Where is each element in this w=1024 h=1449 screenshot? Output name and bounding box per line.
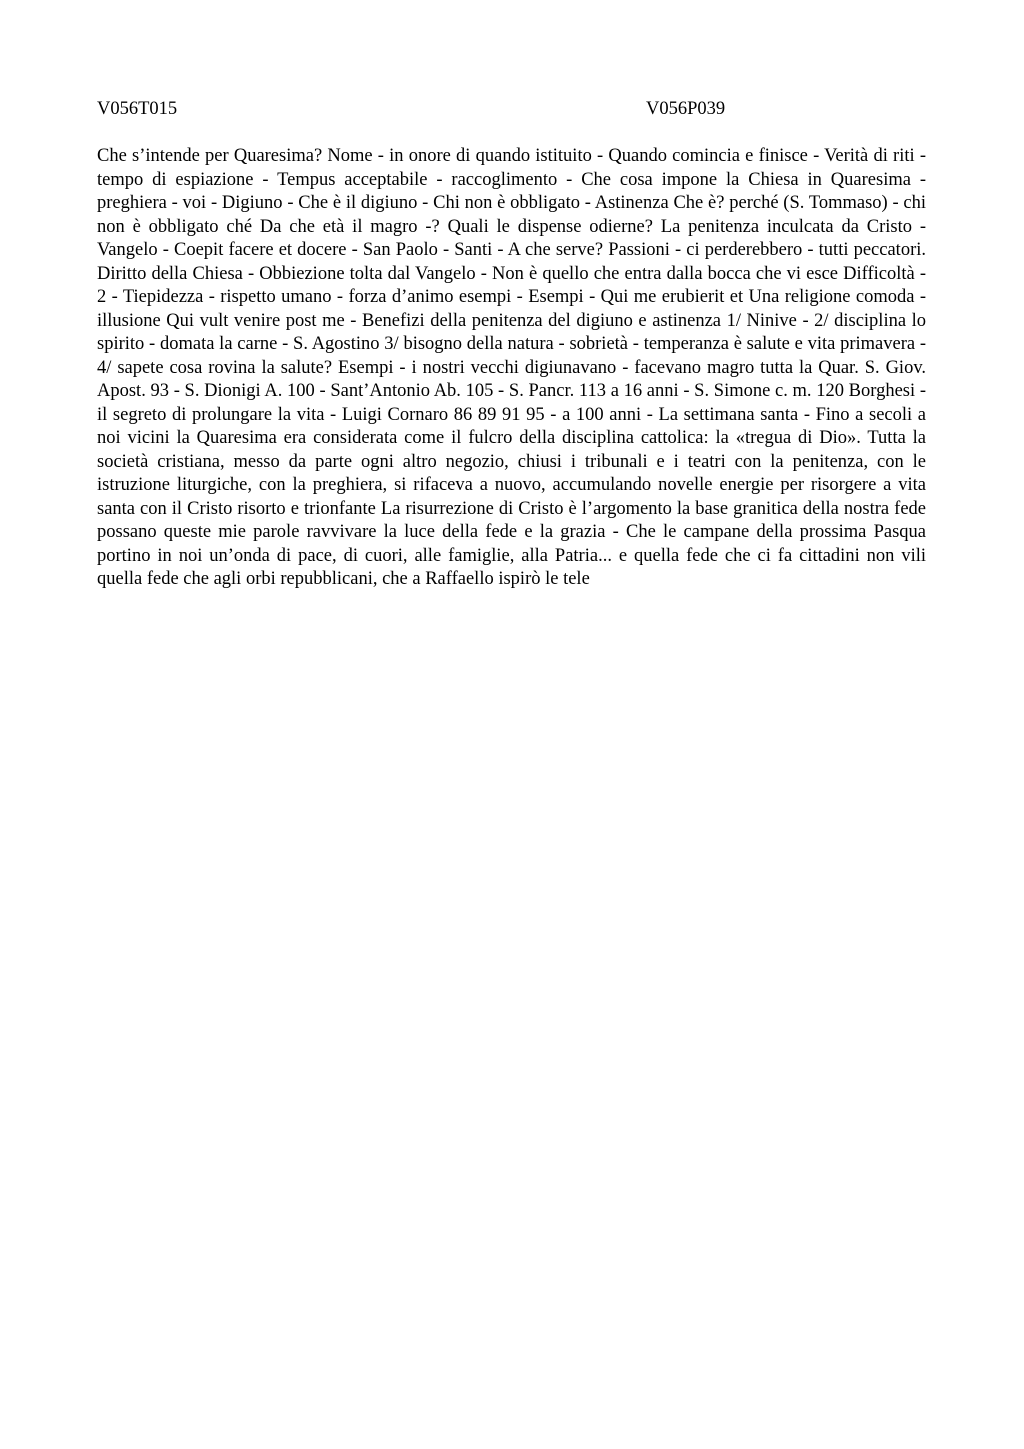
page-header <box>97 97 926 121</box>
document-code-left: V056T015 <box>97 99 178 119</box>
body-paragraph: Che s’intende per Quaresima? Nome - in onore di quando istituito - Quando comincia e finisce - Verità di riti - tempo di espiazione - Tempus acceptabile - raccoglimento - Che cosa impone la Chiesa in Quaresima - preghiera - voi - Digiuno - Che è il digiuno - Chi non è obbligato - Astinenza Che è? perché (S. Tommaso) - chi non è obbligato ché Da che età il magro -? Quali le dispense odierne? La penitenza inculcata da Cristo - Vangelo - Coepit facere et docere - San Paolo - Santi - A che serve? Passioni - ci perderebbero - tutti peccatori. Diritto della Chiesa - Obbiezione tolta dal Vangelo - Non è quello che entra dalla bocca che vi esce Difficoltà - 2 - Tiepidezza - rispetto umano - forza d’animo esempi - Esempi - Qui me erubierit et Una religione comoda - illusione Qui vult venire post me - Benefizi della penitenza del digiuno e astinenza 1/ Ninive - 2/ disciplina lo spirito - domata la carne - S. Agostino 3/ bisogno della natura - sobrietà - temperanza è salute e vita primavera - 4/ sapete cosa rovina la salute? Esempi - i nostri vecchi digiunavano - facevano magro tutta la Quar. S. Giov. Apost. 93 - S. Dionigi A. 100 - Sant’Antonio Ab. 105 - S. Pancr. 113 a 16 anni - S. Simone c. m. 120 Borghesi - il segreto di prolungare la vita - Luigi Cornaro 86 89 91 95 - a 100 anni - La settimana santa - Fino a secoli a noi vicini la Quaresima era considerata come il fulcro della disciplina cattolica: la «tregua di Dio». Tutta la società cristiana, messo da parte ogni altro negozio, chiusi i tribunali e i teatri con la penitenza, con le istruzione liturgiche, con la preghiera, si rifaceva a nuovo, accumulando novelle energie per risorgere a vita santa con il Cristo risorto e trionfante La risurrezione di Cristo è l’argomento la base granitica della nostra fede possano queste mie parole ravvivare la luce della fede e la grazia - Che le campane della prossima Pasqua portino in noi un’onda di pace, di cuori, alle famiglie, alla Patria... e quella fede che ci fa cittadini non vili quella fede che agli orbi repubblicani, che a Raffaello ispirò le tele <box>97 146 926 589</box>
document-code-right: V056P039 <box>646 99 726 119</box>
